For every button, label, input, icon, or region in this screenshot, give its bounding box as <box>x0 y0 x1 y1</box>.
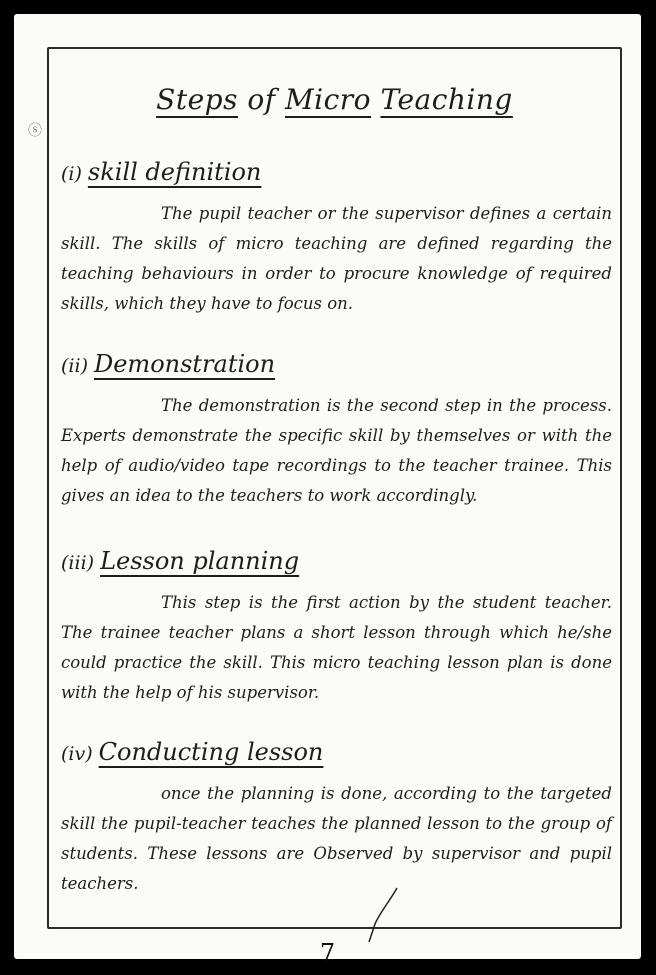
section-heading <box>61 349 616 381</box>
section-number: (iii) <box>61 552 95 574</box>
section-heading-text: skill definition <box>87 158 262 186</box>
section-number: (iv) <box>61 743 93 765</box>
section-heading-text: Demonstration <box>93 350 276 378</box>
section-heading <box>61 546 616 578</box>
title-word-steps: Steps <box>156 83 238 116</box>
section-number: (i) <box>61 163 82 185</box>
section-body: The pupil teacher or the supervisor defines a certain skill. The skills of micro teaching are defined regarding the teaching behaviours in order to procure knowledge of required skills, which they have to focus on. <box>61 204 612 313</box>
page-title <box>49 83 620 116</box>
section-conducting-lesson <box>61 737 616 899</box>
section-number: (ii) <box>61 355 88 377</box>
section-heading-text: Lesson planning <box>100 547 300 575</box>
section-lesson-planning <box>61 546 616 708</box>
section-heading-text: Conducting lesson <box>98 738 324 766</box>
section-body: This step is the first action by the student teacher. The trainee teacher plans a short lesson through which he/she could practice the skill. This micro teaching lesson plan is done with the help of his supervisor. <box>61 593 612 702</box>
section-demonstration <box>61 349 616 511</box>
section-heading <box>61 737 616 769</box>
section-heading <box>61 157 616 189</box>
section-skill-definition <box>61 157 616 319</box>
page-number: 7 <box>319 939 336 967</box>
section-body: The demonstration is the second step in the process. Experts demonstrate the specific skill by themselves or with the help of audio/video tape recordings to the teacher trainee. This gives an idea to the teachers to work accordingly. <box>61 396 612 505</box>
page-border-frame <box>47 47 622 929</box>
margin-circle-mark: ⓢ <box>28 123 42 139</box>
title-word-of: of <box>247 83 276 116</box>
title-word-teaching: Teaching <box>380 83 513 116</box>
pen-stroke-mark <box>349 884 409 944</box>
title-word-micro: Micro <box>284 83 372 116</box>
section-body: once the planning is done, according to the targeted skill the pupil-teacher teaches the planned lesson to the group of students. These lessons are Observed by supervisor and pupil teachers. <box>61 784 612 893</box>
notebook-page <box>14 14 641 967</box>
